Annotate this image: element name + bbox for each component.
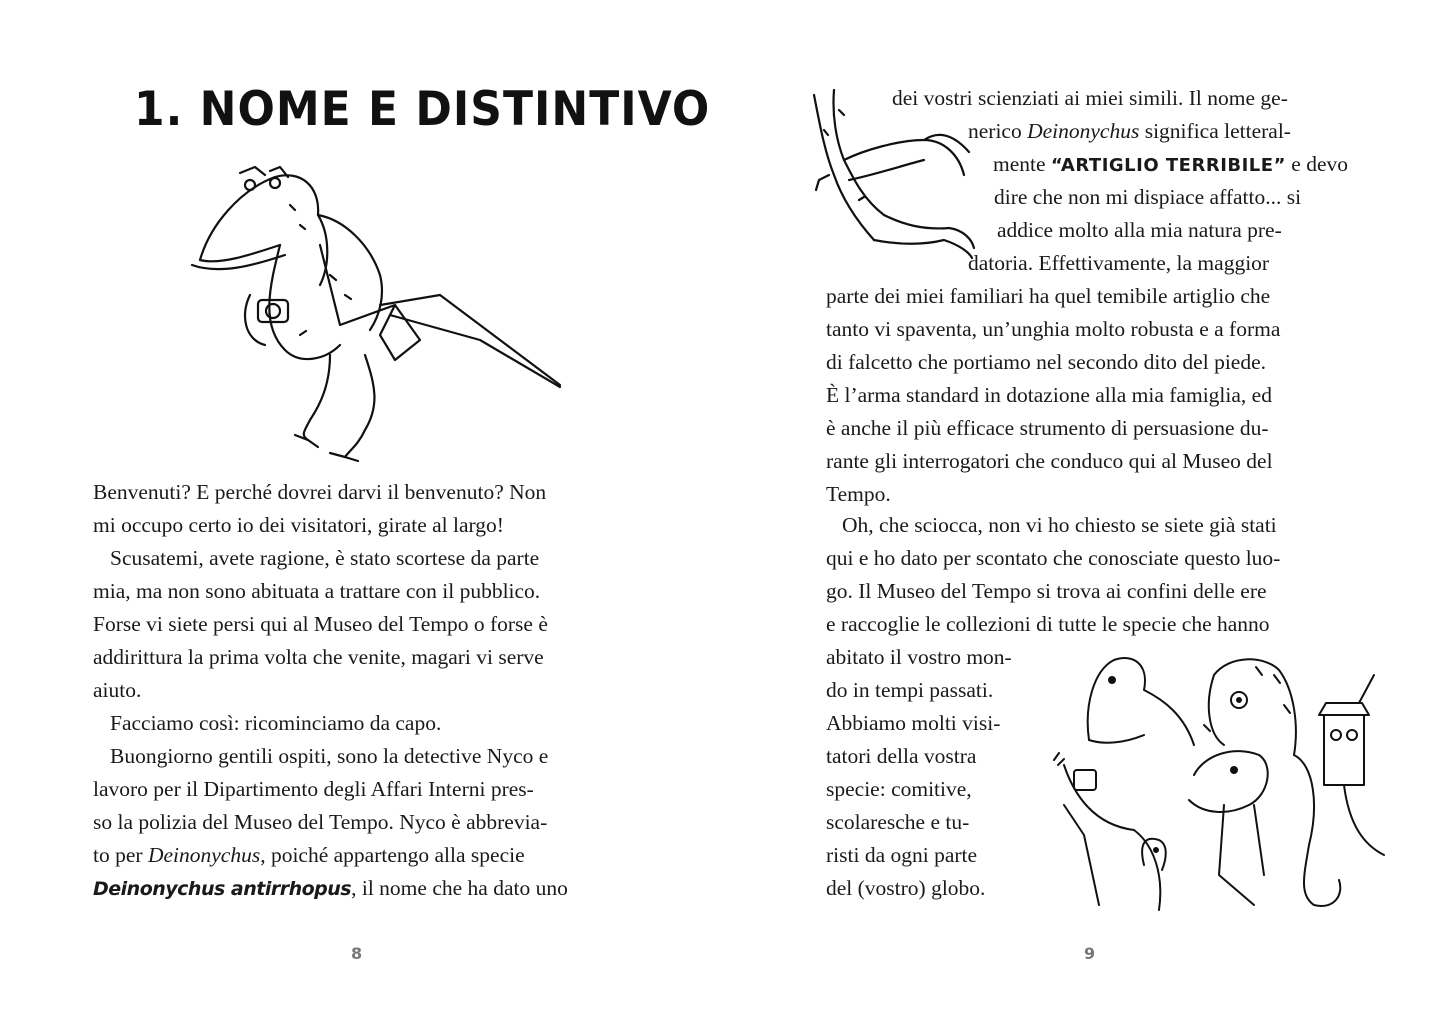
body-line: tatori della vostra — [826, 744, 977, 768]
body-line: risti da ogni parte — [826, 843, 978, 867]
body-line: Facciamo così: ricominciamo da capo. — [110, 711, 442, 735]
body-line: Forse vi siete persi qui al Museo del Tempo o forse è — [93, 612, 548, 636]
body-line: lavoro per il Dipartimento degli Affari Interni pres- — [93, 777, 534, 801]
body-line: È l’arma standard in dotazione alla mia famiglia, ed — [826, 383, 1272, 407]
italic-species-name: Deinonychus — [147, 843, 261, 867]
body-line: Tempo. — [826, 482, 891, 506]
body-line: datoria. Effettivamente, la maggior — [968, 251, 1270, 275]
emphasis-caps: “ARTIGLIO TERRIBILE” — [1050, 155, 1286, 176]
italic-species-name: Deinonychus — [1027, 119, 1140, 143]
text-run: , il nome che ha dato uno — [351, 876, 568, 900]
text-run: to per — [93, 843, 143, 867]
body-line: del (vostro) globo. — [826, 876, 986, 900]
body-line: addirittura la prima volta che venite, magari vi serve — [93, 645, 544, 669]
chapter-title: 1. NOME E DISTINTIVO — [134, 81, 711, 138]
body-line: e raccoglie le collezioni di tutte le specie che hanno — [826, 612, 1270, 636]
body-line: di falcetto che portiamo nel secondo dito del piede. — [826, 350, 1267, 374]
text-run: , poiché appartengo alla specie — [260, 843, 525, 867]
handwritten-species-name: Deinonychus antirrhopus — [93, 878, 352, 900]
body-line — [968, 115, 1291, 147]
body-line: addice molto alla mia natura pre- — [997, 218, 1282, 242]
body-line — [993, 148, 1348, 182]
body-line: aiuto. — [93, 678, 142, 702]
text-run: e devo — [1291, 152, 1348, 176]
body-line: Scusatemi, avete ragione, è stato scortese da parte — [110, 546, 540, 570]
body-line: mi occupo certo io dei visitatori, girate al largo! — [93, 513, 504, 537]
body-line: tanto vi spaventa, un’unghia molto robusta e a forma — [826, 317, 1281, 341]
deinonychus-with-camera-illustration — [180, 165, 570, 465]
body-line: Oh, che sciocca, non vi ho chiesto se siete già stati — [842, 513, 1277, 537]
page-number: 9 — [1084, 944, 1096, 963]
page-number: 8 — [351, 944, 363, 963]
body-line: scolaresche e tu- — [826, 810, 970, 834]
text-run: nerico — [968, 119, 1022, 143]
body-line: abitato il vostro mon- — [826, 645, 1012, 669]
body-line: parte dei miei familiari ha quel temibile artiglio che — [826, 284, 1271, 308]
left-page — [0, 0, 722, 1012]
body-line — [93, 872, 568, 905]
body-line: Buongiorno gentili ospiti, sono la detective Nyco e — [110, 744, 549, 768]
body-line: rante gli interrogatori che conduco qui al Museo del — [826, 449, 1273, 473]
text-run: significa letteral- — [1144, 119, 1291, 143]
body-line: do in tempi passati. — [826, 678, 994, 702]
text-run: mente — [993, 152, 1046, 176]
body-line: specie: comitive, — [826, 777, 972, 801]
body-line: Benvenuti? E perché dovrei darvi il benvenuto? Non — [93, 480, 547, 504]
body-line: Abbiamo molti visi- — [826, 711, 1001, 735]
right-page — [722, 0, 1445, 1012]
body-line: so la polizia del Museo del Tempo. Nyco è abbrevia- — [93, 810, 548, 834]
body-line — [93, 839, 525, 871]
body-line: mia, ma non sono abituata a trattare con il pubblico. — [93, 579, 541, 603]
body-line: è anche il più efficace strumento di persuasione du- — [826, 416, 1269, 440]
body-line: qui e ho dato per scontato che conosciate questo luo- — [826, 546, 1281, 570]
body-line: dire che non mi dispiace affatto... si — [994, 185, 1302, 209]
museum-visitors-illustration — [1044, 645, 1399, 915]
body-line: dei vostri scienziati ai miei simili. Il nome ge- — [892, 86, 1288, 110]
body-line: go. Il Museo del Tempo si trova ai confini delle ere — [826, 579, 1267, 603]
